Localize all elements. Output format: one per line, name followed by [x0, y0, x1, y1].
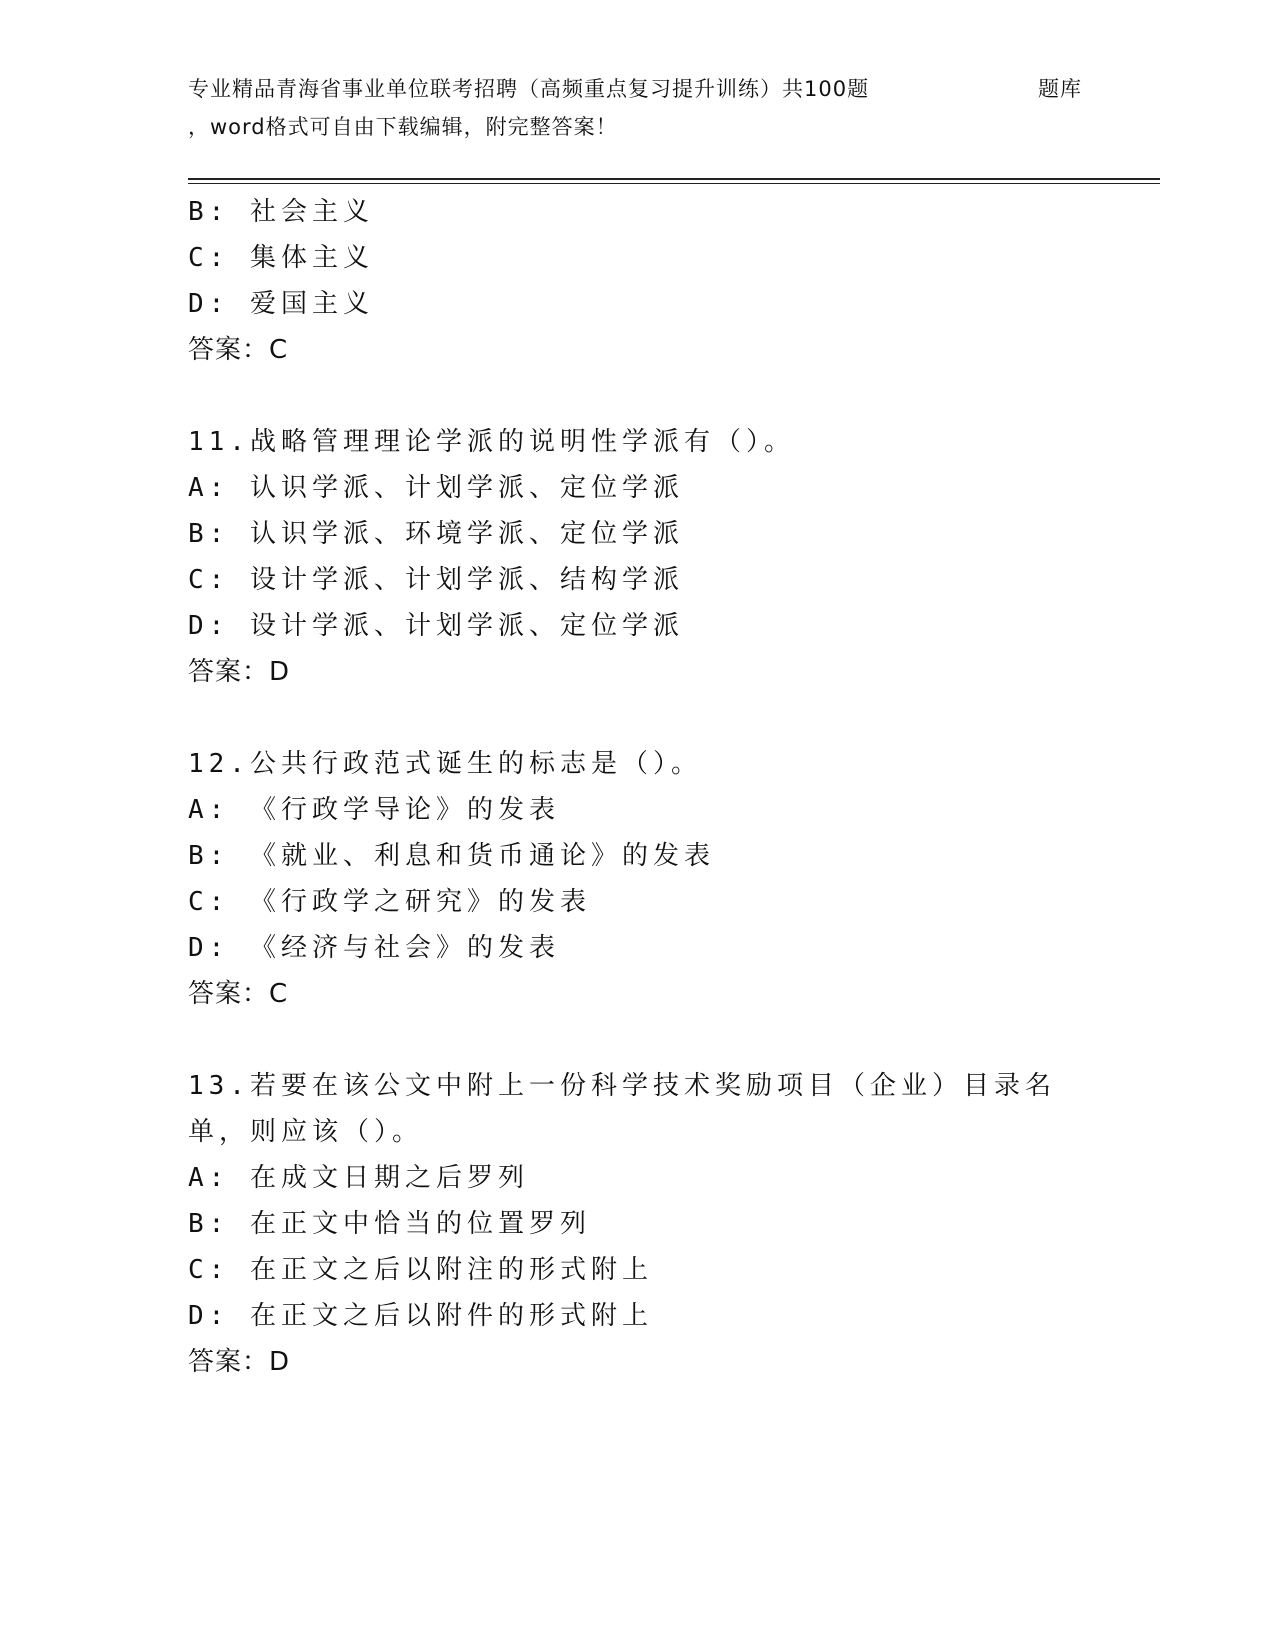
spacer	[188, 695, 1088, 741]
question-12	[188, 741, 1088, 1017]
header-subtitle: ，word格式可自由下载编辑，附完整答案！	[188, 115, 618, 139]
question-list	[188, 189, 1088, 1385]
answer: 答案：C	[188, 335, 289, 365]
option-a: A: 《行政学导论》的发表	[188, 795, 560, 825]
option-c: C: 设计学派、计划学派、结构学派	[188, 565, 684, 595]
question-title: 13.若要在该公文中附上一份科学技术奖励项目（企业）目录名单，则应该（）。	[188, 1071, 1056, 1147]
answer: 答案：D	[188, 1347, 291, 1377]
question-title: 11.战略管理理论学派的说明性学派有（）。	[188, 427, 795, 457]
option-c: C: 集体主义	[188, 243, 374, 273]
answer: 答案：C	[188, 979, 289, 1009]
option-b: B: 在正文中恰当的位置罗列	[188, 1209, 591, 1239]
option-d: D: 爱国主义	[188, 289, 374, 319]
option-a: A: 在成文日期之后罗列	[188, 1163, 529, 1193]
spacer	[188, 373, 1088, 419]
spacer	[188, 1017, 1088, 1063]
option-b: B: 《就业、利息和货币通论》的发表	[188, 841, 715, 871]
header-title: 专业精品青海省事业单位联考招聘（高频重点复习提升训练）共100题	[188, 77, 870, 101]
option-d: D: 设计学派、计划学派、定位学派	[188, 611, 684, 641]
option-d: D: 在正文之后以附件的形式附上	[188, 1301, 653, 1331]
question-13	[188, 1063, 1088, 1385]
header-title-tail: 题库	[1038, 77, 1082, 101]
option-b: B: 认识学派、环境学派、定位学派	[188, 519, 684, 549]
answer: 答案：D	[188, 657, 291, 687]
option-b: B: 社会主义	[188, 197, 374, 227]
option-c: C: 《行政学之研究》的发表	[188, 887, 591, 917]
question-title: 12.公共行政范式诞生的标志是（）。	[188, 749, 702, 779]
option-a: A: 认识学派、计划学派、定位学派	[188, 473, 684, 503]
page-header	[188, 70, 1160, 146]
question-fragment	[188, 189, 1088, 373]
header-divider-thin	[188, 183, 1160, 184]
option-d: D: 《经济与社会》的发表	[188, 933, 560, 963]
question-11	[188, 419, 1088, 695]
option-c: C: 在正文之后以附注的形式附上	[188, 1255, 653, 1285]
header-divider	[188, 178, 1160, 180]
